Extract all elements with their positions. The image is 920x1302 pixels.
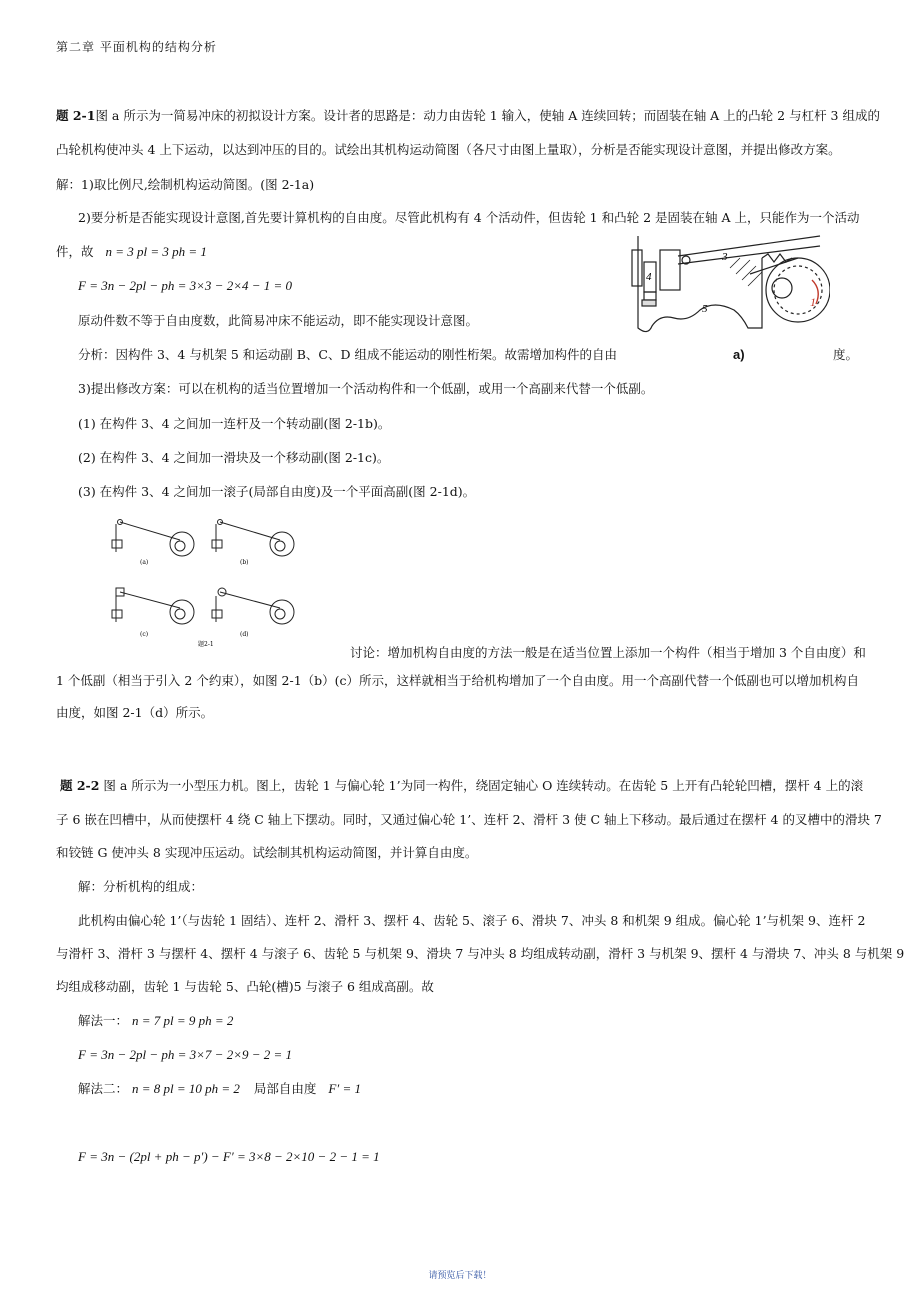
fig-a-num-1: 1 — [810, 295, 816, 309]
p2-line-10 — [78, 1081, 361, 1097]
p2-line-6: 与滑杆 3、滑杆 3 与摆杆 4、摆杆 4 与滚子 6、齿轮 5 与机架 9、滑块 7 与冲头 8 均组成转动副，滑杆 3 与机架 9、摆杆 4 与滑块 7、冲头 8 与机架 9 — [56, 946, 905, 961]
p2-title: 题 2-2 — [60, 778, 100, 793]
fig-grid-label-b: (b) — [240, 559, 249, 566]
p1-line-2: 凸轮机构使冲头 4 上下运动，以达到冲压的目的。试绘出其机构运动简图（各尺寸由图上量取），分析是否能实现设计意图，并提出修改方案。 — [56, 142, 841, 157]
chapter-header: 第二章 平面机构的结构分析 — [56, 40, 217, 54]
p1-line-1 — [56, 108, 880, 124]
fig-grid-label-c: (c) — [140, 631, 149, 638]
fig-2-1-grid — [110, 512, 310, 650]
fig-grid-label-d: (d) — [240, 631, 249, 638]
fig-a-num-4: 4 — [646, 271, 652, 283]
p1-l1-text: 图 a 所示为一简易冲床的初拟设计方案。设计者的思路是：动力由齿轮 1 输入，使轴 A 连续回转；而固装在轴 A 上的凸轮 2 与杠杆 3 组成的 — [95, 108, 880, 123]
p2-method2-label: 解法二： — [78, 1081, 129, 1096]
fig-a-num-3: 3 — [722, 251, 728, 263]
p2-method2-params: n = 8 pl = 10 ph = 2 — [132, 1081, 240, 1096]
p2-method1-params: n = 7 pl = 9 ph = 2 — [132, 1013, 234, 1028]
p2-line-4: 解：分析机构的组成： — [78, 879, 204, 894]
fig-grid-caption: 题2-1 — [198, 641, 214, 648]
p2-line-5: 此机构由偏心轮 1’（与齿轮 1 固结）、连杆 2、滑杆 3、摆杆 4、齿轮 5、滚子 6、滑块 7、冲头 8 和机架 9 组成。偏心轮 1’与机架 9、连杆 2 — [78, 913, 866, 928]
press-mechanism-figure — [630, 218, 830, 366]
p1-line-12: (3) 在构件 3、4 之间加一滚子(局部自由度)及一个平面高副(图 2-1d)。 — [78, 484, 476, 499]
p2-formula-2: F = 3n − (2pl + ph − p′) − F′ = 3×8 − 2×10 − 2 − 1 = 1 — [78, 1149, 380, 1164]
fig-a-num-5: 5 — [702, 303, 708, 315]
p2-line-2: 子 6 嵌在凹槽中，从而使摆杆 4 绕 C 轴上下摆动。同时，又通过偏心轮 1’、连杆 2、滑杆 3 使 C 轴上下移动。最后通过在摆杆 4 的叉槽中的滑块 7 — [56, 812, 882, 827]
p2-line-7: 均组成移动副，齿轮 1 与齿轮 5、凸轮(槽)5 与滚子 6 组成高副。故 — [56, 979, 434, 994]
p1-l5a: 件，故 — [56, 244, 94, 259]
p1-dof-params: n = 3 pl = 3 ph = 1 — [105, 244, 207, 259]
footer-note: 请预览后下载！ — [428, 1271, 492, 1281]
p1-formula: F = 3n − 2pl − ph = 3×3 − 2×4 − 1 = 0 — [78, 278, 293, 293]
p2-formula-1: F = 3n − 2pl − ph = 3×7 − 2×9 − 2 = 1 — [78, 1047, 293, 1062]
p2-line-1 — [60, 778, 863, 794]
p1-line-14: 1 个低副（相当于引入 2 个约束），如图 2-1（b）(c）所示，这样就相当于给机构增加了一个自由度。用一个高副代替一个低副也可以增加机构自 — [56, 673, 860, 688]
p1-line-10: (1) 在构件 3、4 之间加一连杆及一个转动副(图 2-1b)。 — [78, 416, 391, 431]
p1-line-7: 原动件数不等于自由度数，此简易冲床不能运动，即不能实现设计意图。 — [78, 313, 479, 328]
p2-line-8 — [78, 1013, 233, 1029]
p1-line-13: 讨论：增加机构自由度的方法一般是在适当位置上添加一个构件（相当于增加 3 个自由度）和 — [350, 645, 866, 660]
p2-local-dof-value: F′ = 1 — [328, 1081, 361, 1096]
p2-method1-label: 解法一： — [78, 1013, 129, 1028]
p1-line-11: (2) 在构件 3、4 之间加一滑块及一个移动副(图 2-1c)。 — [78, 450, 390, 465]
p2-line-3: 和铰链 G 使冲头 8 实现冲压运动。试绘制其机构运动简图，并计算自由度。 — [56, 845, 478, 860]
p1-line-4: 2)要分析是否能实现设计意图,首先要计算机构的自由度。尽管此机构有 4 个活动件，但齿轮 1 和凸轮 2 是固装在轴 A 上，只能作为一个活动 — [78, 210, 860, 225]
p1-line-8b: 度。 — [833, 347, 859, 362]
p1-line-15: 由度，如图 2-1（d）所示。 — [56, 705, 214, 720]
p1-line-3: 解：1)取比例尺,绘制机构运动简图。(图 2-1a) — [56, 177, 315, 192]
p2-local-dof-label: 局部自由度 — [253, 1081, 317, 1096]
p1-line-9: 3)提出修改方案：可以在机构的适当位置增加一个活动构件和一个低副，或用一个高副来代替一个低副。 — [78, 381, 654, 396]
p2-l1-text: 图 a 所示为一小型压力机。图上，齿轮 1 与偏心轮 1’为同一构件，绕固定轴心 O 连续转动。在齿轮 5 上开有凸轮轮凹槽，摆杆 4 上的滚 — [99, 778, 864, 793]
p1-line-5 — [56, 244, 207, 260]
fig-grid-label-a: (a) — [140, 559, 149, 566]
p1-title: 题 2-1 — [56, 108, 96, 123]
fig-a-label: a) — [733, 347, 745, 362]
p1-line-8a: 分析：因构件 3、4 与机架 5 和运动副 B、C、D 组成不能运动的刚性桁架。故需增加构件的自由 — [78, 347, 617, 362]
